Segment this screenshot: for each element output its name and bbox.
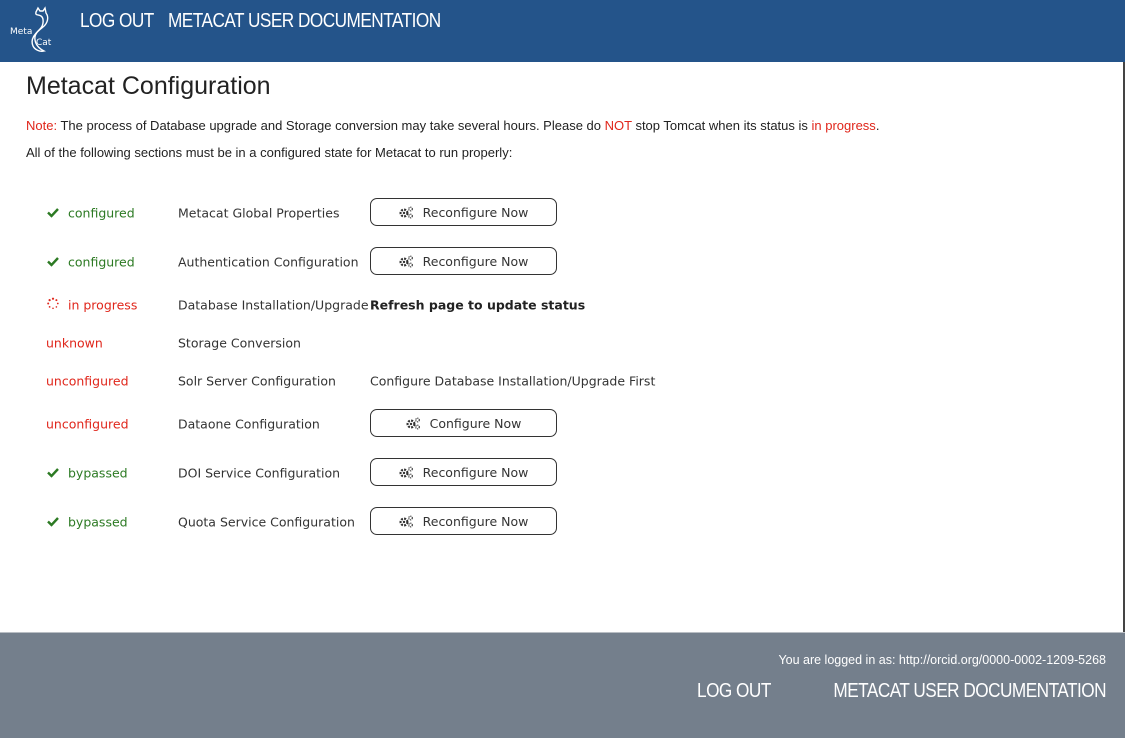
status-badge: in progress [46, 298, 137, 313]
svg-text:Cat: Cat [36, 38, 52, 48]
metacat-logo[interactable] [8, 6, 54, 56]
spinner-icon [46, 298, 60, 313]
gears-icon [399, 206, 414, 219]
reconfigure-button[interactable]: Reconfigure Now [370, 198, 557, 226]
gears-icon [406, 417, 421, 430]
intro-text: All of the following sections must be in a configured state for Metacat to run properly: [26, 145, 513, 160]
note-text: stop Tomcat when its status is [631, 118, 812, 133]
upgrade-note [26, 118, 879, 133]
gears-icon [399, 255, 414, 268]
check-icon [46, 255, 60, 270]
status-badge: configured [46, 255, 135, 270]
status-badge: configured [46, 206, 135, 221]
top-navbar [0, 0, 1125, 62]
status-badge: unconfigured [46, 416, 129, 432]
logged-in-status: You are logged in as: http://orcid.org/0000-0002-1209-5268 [778, 653, 1106, 667]
check-icon [46, 466, 60, 481]
note-label: Note: [26, 118, 58, 133]
section-name: Authentication Configuration [178, 254, 359, 270]
section-name: Solr Server Configuration [178, 373, 336, 389]
note-status-term: in progress [811, 118, 876, 133]
status-badge: unconfigured [46, 373, 129, 389]
config-row-doi [0, 458, 700, 488]
footer-links [685, 680, 1106, 703]
page-title: Metacat Configuration [26, 72, 271, 100]
status-badge: unknown [46, 335, 103, 351]
status-badge: bypassed [46, 515, 128, 530]
reconfigure-button[interactable]: Reconfigure Now [370, 507, 557, 535]
status-badge: bypassed [46, 466, 128, 481]
refresh-hint: Refresh page to update status [370, 297, 586, 313]
header-logout-link[interactable]: LOG OUT [80, 10, 154, 32]
config-row-global-properties [0, 198, 700, 228]
footer-user-docs-link[interactable]: METACAT USER DOCUMENTATION [833, 680, 1106, 702]
section-name: Metacat Global Properties [178, 205, 340, 221]
config-row-authentication [0, 247, 700, 277]
config-row-dataone [0, 409, 700, 439]
reconfigure-button[interactable]: Reconfigure Now [370, 247, 557, 275]
note-text: . [875, 118, 880, 133]
section-name: Dataone Configuration [178, 416, 320, 432]
svg-text:Meta: Meta [10, 27, 33, 37]
check-icon [46, 206, 60, 221]
section-name: Quota Service Configuration [178, 514, 355, 530]
gears-icon [399, 466, 414, 479]
note-emphasis: NOT [604, 118, 632, 133]
configure-button[interactable]: Configure Now [370, 409, 557, 437]
footer-logout-link[interactable]: LOG OUT [697, 680, 771, 702]
config-row-quota [0, 507, 700, 537]
config-row-storage-conversion [0, 328, 700, 358]
config-row-solr [0, 366, 700, 396]
footer [0, 632, 1125, 738]
note-text: The process of Database upgrade and Storage conversion may take several hours. Please do [57, 118, 605, 133]
check-icon [46, 515, 60, 530]
config-row-database [0, 290, 700, 320]
header-user-docs-link[interactable]: METACAT USER DOCUMENTATION [168, 10, 441, 32]
section-name: DOI Service Configuration [178, 465, 341, 481]
gears-icon [399, 515, 414, 528]
reconfigure-button[interactable]: Reconfigure Now [370, 458, 557, 486]
section-name: Database Installation/Upgrade [178, 297, 369, 313]
section-name: Storage Conversion [178, 335, 301, 351]
prerequisite-hint: Configure Database Installation/Upgrade First [370, 373, 656, 389]
